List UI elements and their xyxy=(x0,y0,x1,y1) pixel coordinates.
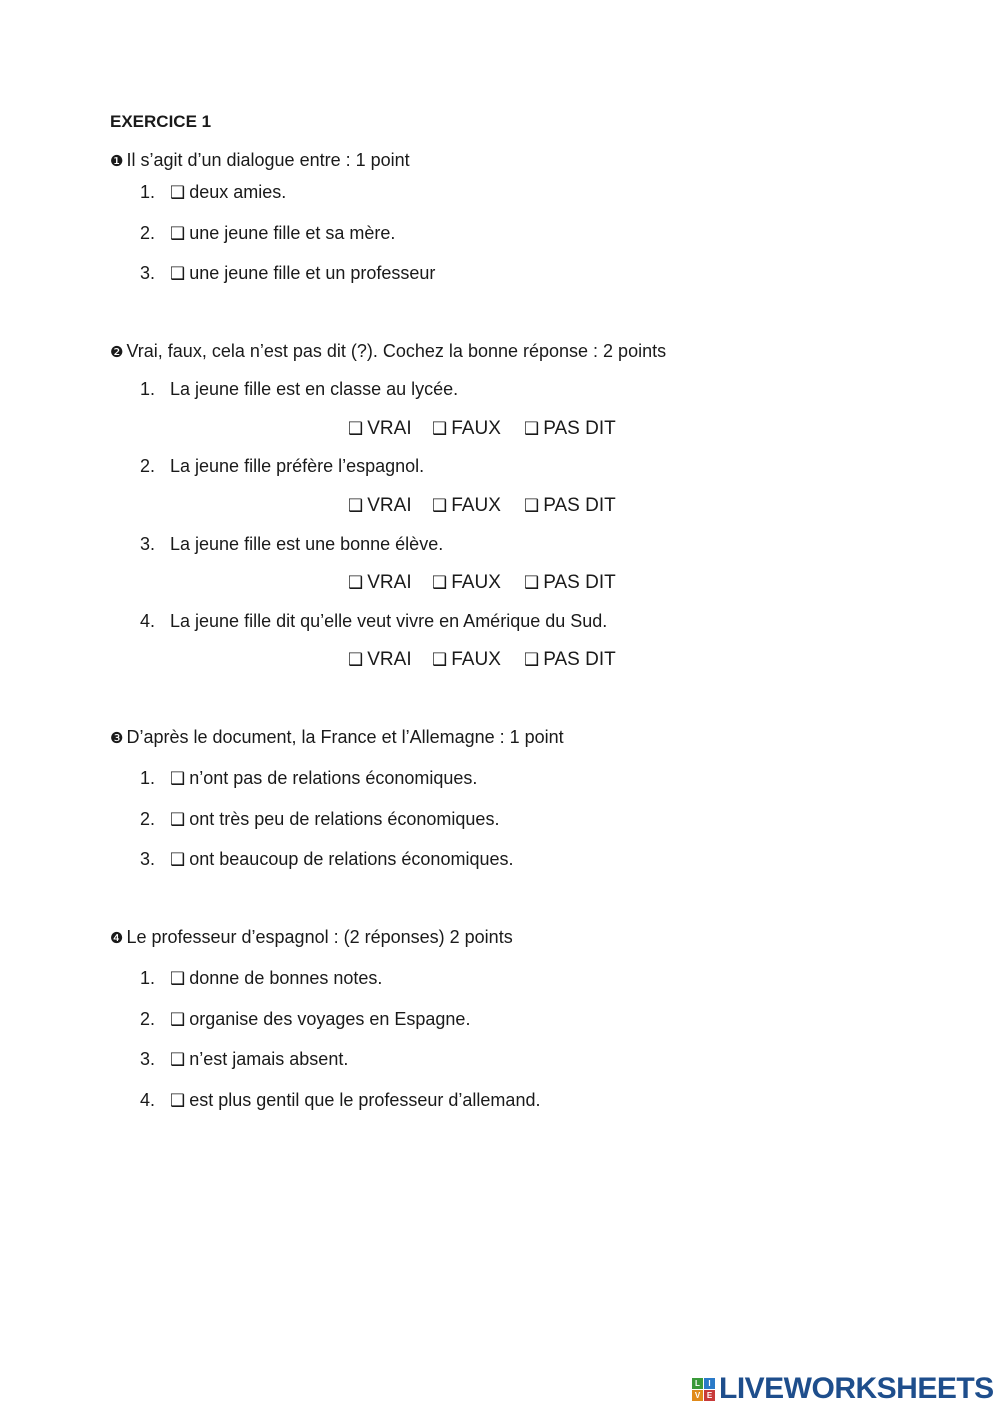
option-text: est plus gentil que le professeur d’allemand. xyxy=(189,1090,541,1110)
q1-option-1 xyxy=(140,182,286,203)
checkbox-icon[interactable]: ❑ xyxy=(348,496,364,516)
option-number: 3. xyxy=(140,263,156,283)
option-number: 4. xyxy=(140,1090,156,1110)
statement-text: La jeune fille est une bonne élève. xyxy=(170,534,444,554)
statement-text: La jeune fille préfère l’espagnol. xyxy=(170,456,425,476)
liveworksheets-logo[interactable] xyxy=(692,1372,994,1406)
logo-tile: E xyxy=(704,1390,715,1401)
question-1 xyxy=(110,150,410,171)
question-4 xyxy=(110,927,513,948)
checkbox-icon[interactable]: ❑ xyxy=(170,1091,186,1111)
number-1-bullet-icon: ❶ xyxy=(110,152,124,170)
option-number: 2. xyxy=(140,1009,156,1029)
checkbox-icon[interactable]: ❑ xyxy=(348,419,364,439)
option-number: 2. xyxy=(140,809,156,829)
statement-number: 4. xyxy=(140,611,156,631)
checkbox-icon[interactable]: ❑ xyxy=(432,650,448,670)
q2-choices-3 xyxy=(348,572,616,594)
q4-option-1 xyxy=(140,968,382,989)
checkbox-icon[interactable]: ❑ xyxy=(524,650,540,670)
checkbox-icon[interactable]: ❑ xyxy=(348,573,364,593)
option-number: 1. xyxy=(140,182,156,202)
q2-choices-1 xyxy=(348,418,616,440)
option-text: une jeune fille et sa mère. xyxy=(189,223,396,243)
q4-option-3 xyxy=(140,1049,348,1070)
checkbox-icon[interactable]: ❑ xyxy=(170,224,186,244)
q4-option-2 xyxy=(140,1009,470,1030)
q2-statement-3 xyxy=(140,534,443,555)
q2-statement-1 xyxy=(140,379,458,400)
checkbox-icon[interactable]: ❑ xyxy=(524,496,540,516)
question-4-text: Le professeur d’espagnol : (2 réponses) 2 points xyxy=(126,927,513,947)
checkbox-icon[interactable]: ❑ xyxy=(170,1010,186,1030)
pas-dit-label: PAS DIT xyxy=(543,418,616,439)
q3-option-1 xyxy=(140,768,477,789)
checkbox-icon[interactable]: ❑ xyxy=(170,1050,186,1070)
option-text: une jeune fille et un professeur xyxy=(189,263,436,283)
q2-choices-2 xyxy=(348,495,616,517)
statement-text: La jeune fille est en classe au lycée. xyxy=(170,379,459,399)
checkbox-icon[interactable]: ❑ xyxy=(170,183,186,203)
number-4-bullet-icon: ❹ xyxy=(110,929,124,947)
logo-tiles-icon xyxy=(692,1378,715,1401)
statement-number: 2. xyxy=(140,456,156,476)
pas-dit-label: PAS DIT xyxy=(543,495,616,516)
q4-option-4 xyxy=(140,1090,540,1111)
option-text: ont beaucoup de relations économiques. xyxy=(189,849,514,869)
logo-tile: L xyxy=(692,1378,703,1389)
option-number: 3. xyxy=(140,849,156,869)
q3-option-3 xyxy=(140,849,513,870)
option-text: organise des voyages en Espagne. xyxy=(189,1009,471,1029)
checkbox-icon[interactable]: ❑ xyxy=(170,850,186,870)
pas-dit-label: PAS DIT xyxy=(543,572,616,593)
number-2-bullet-icon: ❷ xyxy=(110,343,124,361)
question-2-text: Vrai, faux, cela n’est pas dit (?). Cochez la bonne réponse : 2 points xyxy=(126,341,667,361)
faux-label: FAUX xyxy=(451,649,501,670)
option-text: n’est jamais absent. xyxy=(189,1049,349,1069)
option-number: 2. xyxy=(140,223,156,243)
q1-option-3 xyxy=(140,263,435,284)
checkbox-icon[interactable]: ❑ xyxy=(524,419,540,439)
logo-tile: V xyxy=(692,1390,703,1401)
vrai-label: VRAI xyxy=(367,572,412,593)
faux-label: FAUX xyxy=(451,418,501,439)
option-text: ont très peu de relations économiques. xyxy=(189,809,500,829)
checkbox-icon[interactable]: ❑ xyxy=(432,496,448,516)
logo-text: LIVEWORKSHEETS xyxy=(719,1372,994,1405)
option-number: 1. xyxy=(140,768,156,788)
option-number: 1. xyxy=(140,968,156,988)
checkbox-icon[interactable]: ❑ xyxy=(348,650,364,670)
option-text: donne de bonnes notes. xyxy=(189,968,383,988)
logo-tile: I xyxy=(704,1378,715,1389)
checkbox-icon[interactable]: ❑ xyxy=(170,969,186,989)
checkbox-icon[interactable]: ❑ xyxy=(524,573,540,593)
checkbox-icon[interactable]: ❑ xyxy=(170,769,186,789)
statement-number: 1. xyxy=(140,379,156,399)
checkbox-icon[interactable]: ❑ xyxy=(170,810,186,830)
checkbox-icon[interactable]: ❑ xyxy=(432,573,448,593)
option-text: n’ont pas de relations économiques. xyxy=(189,768,478,788)
q2-statement-4 xyxy=(140,611,607,632)
q3-option-2 xyxy=(140,809,499,830)
vrai-label: VRAI xyxy=(367,649,412,670)
q1-option-2 xyxy=(140,223,395,244)
faux-label: FAUX xyxy=(451,495,501,516)
pas-dit-label: PAS DIT xyxy=(543,649,616,670)
option-text: deux amies. xyxy=(189,182,287,202)
question-3 xyxy=(110,727,564,748)
faux-label: FAUX xyxy=(451,572,501,593)
number-3-bullet-icon: ❸ xyxy=(110,729,124,747)
exercise-title: EXERCICE 1 xyxy=(110,112,212,131)
q2-statement-2 xyxy=(140,456,424,477)
statement-text: La jeune fille dit qu’elle veut vivre en Amérique du Sud. xyxy=(170,611,608,631)
question-3-text: D’après le document, la France et l’Allemagne : 1 point xyxy=(126,727,564,747)
vrai-label: VRAI xyxy=(367,418,412,439)
statement-number: 3. xyxy=(140,534,156,554)
checkbox-icon[interactable]: ❑ xyxy=(170,264,186,284)
question-2 xyxy=(110,341,666,362)
question-1-text: Il s’agit d’un dialogue entre : 1 point xyxy=(126,150,410,170)
checkbox-icon[interactable]: ❑ xyxy=(432,419,448,439)
q2-choices-4 xyxy=(348,649,616,671)
vrai-label: VRAI xyxy=(367,495,412,516)
option-number: 3. xyxy=(140,1049,156,1069)
